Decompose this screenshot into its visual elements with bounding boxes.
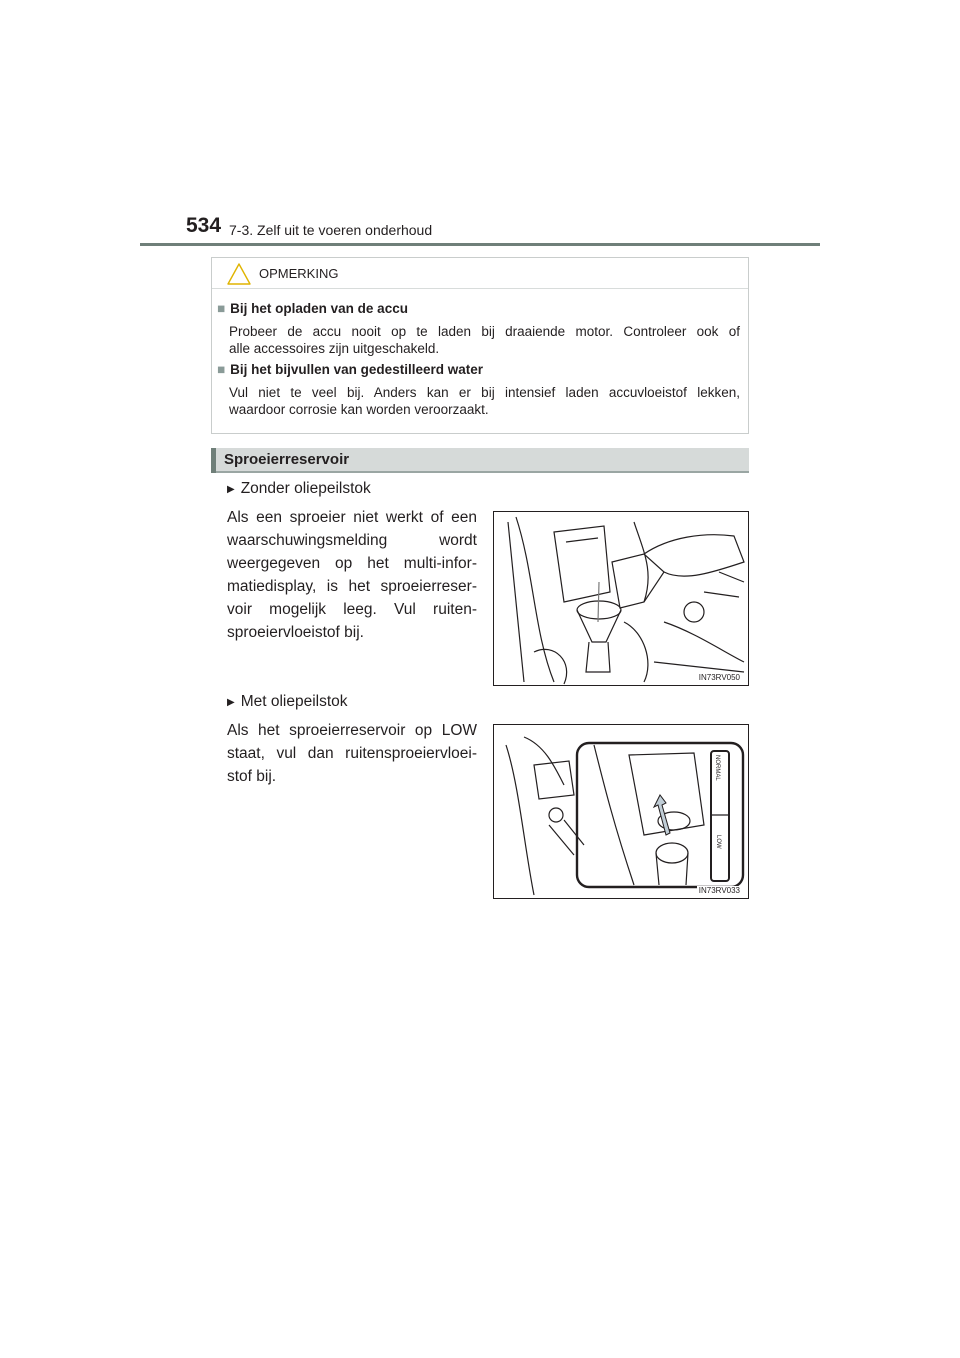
notice-title: OPMERKING: [259, 266, 339, 281]
figure-dipstick-check: [493, 724, 749, 899]
dipstick-illustration: [494, 725, 749, 899]
figure-code: IN73RV033: [698, 886, 740, 895]
notice-head: [212, 258, 748, 289]
header-rule: [140, 243, 820, 246]
paragraph-line: Als het sproeierreservoir op LOW: [227, 722, 477, 739]
dipstick-normal-label: NORMAL: [714, 755, 720, 781]
notice-box: [211, 257, 749, 434]
paragraph-line: weergegeven op het multi-infor-: [227, 555, 477, 572]
notice-item-text: waardoor corrosie kan worden veroorzaakt.: [229, 402, 489, 417]
section-heading-bar: [211, 448, 749, 473]
figure-code: IN73RV050: [698, 673, 740, 682]
figure-filling-reservoir: [493, 511, 749, 686]
paragraph-line: Als een sproeier niet werkt of een: [227, 509, 477, 526]
notice-item-text: alle accessoires zijn uitgeschakeld.: [229, 341, 440, 356]
dipstick-low-label: LOW: [715, 835, 721, 849]
bullet-without-dipstick: ▶ Zonder oliepeilstok: [227, 480, 371, 497]
paragraph-line: sproeiervloeistof bij.: [227, 624, 364, 641]
bullet-with-dipstick: ▶ Met oliepeilstok: [227, 693, 348, 710]
page-number: 534: [186, 214, 222, 237]
paragraph-line: voir mogelijk leeg. Vul ruiten-: [227, 601, 477, 618]
notice-item-title: ■ Bij het opladen van de accu: [217, 301, 408, 316]
notice-item-text: Vul niet te veel bij. Anders kan er bij intensief laden accuvloeistof lekken,: [229, 385, 740, 400]
paragraph-line: staat, vul dan ruitensproeiervloei-: [227, 745, 477, 762]
square-bullet-icon: ■: [217, 362, 226, 377]
heading-accent: [211, 448, 216, 473]
engine-bay-illustration: [494, 512, 749, 686]
paragraph-line: matiedisplay, is het sproeierreser-: [227, 578, 477, 595]
triangle-bullet-icon: ▶: [227, 484, 235, 495]
paragraph-line: waarschuwingsmelding wordt: [227, 532, 477, 549]
notice-item-title: ■ Bij het bijvullen van gedestilleerd water: [217, 362, 483, 377]
warning-triangle-icon: [226, 262, 252, 286]
section-heading: Sproeierreservoir: [224, 451, 350, 468]
paragraph-line: stof bij.: [227, 768, 277, 785]
square-bullet-icon: ■: [217, 301, 226, 316]
triangle-bullet-icon: ▶: [227, 697, 235, 708]
notice-item-text: Probeer de accu nooit op te laden bij draaiende motor. Controleer ook of: [229, 324, 740, 339]
section-header: 7-3. Zelf uit te voeren onderhoud: [229, 222, 433, 238]
